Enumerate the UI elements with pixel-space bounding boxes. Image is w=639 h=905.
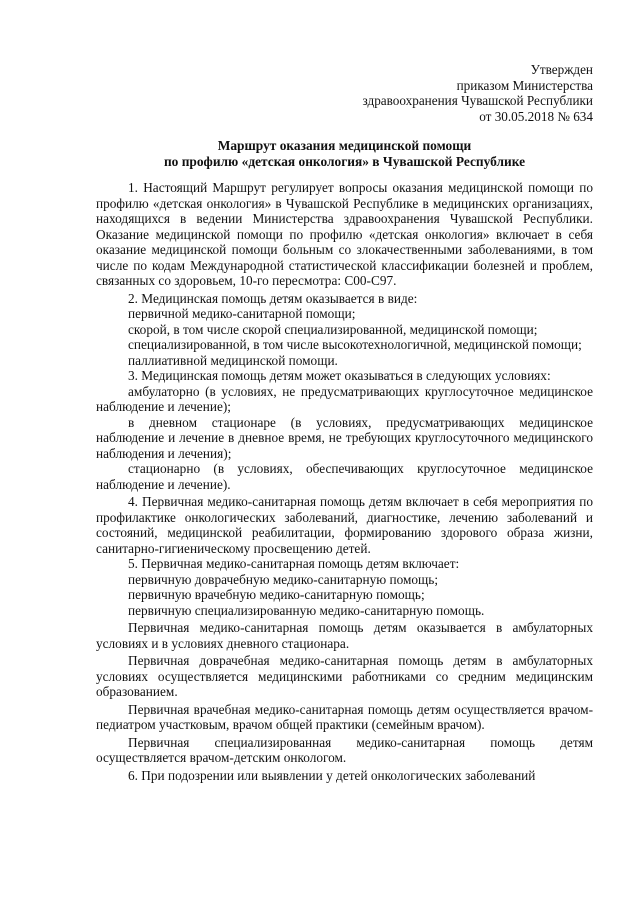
title-line: Маршрут оказания медицинской помощи (217, 138, 472, 153)
paragraph: скорой, в том числе скорой специализированной, медицинской помощи; (128, 321, 538, 337)
paragraph: 2. Медицинская помощь детям оказывается в виде: (128, 290, 418, 306)
paragraph: 1. Настоящий Маршрут регулирует вопросы оказания медицинской помощи по профилю «детская онкология» в Чувашской Республике в медицинских организациях, находящихся в ведении Министерства здравоохранения Чувашской Республики. Оказание медицинской помощи по профилю «детская онкология» включает в себя оказание медицинской помощи больным со злокачественными заболеваниями, в том числе по кодам Международной статистической классификации болезней и проблем, связанных со здоровьем, 10-го пересмотра: С00-С97. (96, 180, 593, 288)
approval-line: Утвержден (530, 62, 593, 77)
paragraph: в дневном стационаре (в условиях, предусматривающих медицинское наблюдение и лечение в дневное время, не требующих круглосуточного медицинского наблюдения и лечения); (96, 414, 593, 461)
paragraph: первичную врачебную медико-санитарную помощь; (128, 587, 425, 602)
paragraph: стационарно (в условиях, обеспечивающих круглосуточное медицинское наблюдение и лечение). (96, 461, 593, 492)
paragraph: 6. При подозрении или выявлении у детей онкологических заболеваний (128, 767, 536, 783)
paragraph: амбулаторно (в условиях, не предусматривающих круглосуточное медицинское наблюдение и лечение); (96, 383, 593, 414)
paragraph: 3. Медицинская помощь детям может оказываться в следующих условиях: (128, 368, 551, 383)
paragraph: 4. Первичная медико-санитарная помощь детям включает в себя мероприятия по профилактике онкологических заболеваний, диагностике, лечению заболеваний и состояний, медицинской реабилитации, формированию здорового образа жизни, санитарно-гигиеническому просвещению детей. (96, 494, 593, 556)
paragraph: 5. Первичная медико-санитарная помощь детям включает: (128, 556, 460, 571)
document-title (96, 138, 593, 170)
paragraph: Первичная врачебная медико-санитарная помощь детям осуществляется врачом-педиатром участковым, врачом общей практики (семейным врачом). (96, 701, 593, 732)
paragraph: первичную доврачебную медико-санитарную помощь; (128, 571, 439, 587)
paragraph: Первичная медико-санитарная помощь детям оказывается в амбулаторных условиях и в условиях дневного стационара. (96, 620, 593, 651)
paragraph: Первичная специализированная медико-санитарная помощь детям осуществляется врачом-детским онкологом. (96, 734, 593, 765)
title-line: по профилю «детская онкология» в Чувашской Республике (163, 154, 526, 169)
approval-line: здравоохранения Чувашской Республики (362, 93, 593, 109)
paragraph: Первичная доврачебная медико-санитарная помощь детям в амбулаторных условиях осуществляется медицинскими работниками со средним медицинским образованием. (96, 653, 593, 699)
approval-line: приказом Министерства (456, 77, 593, 93)
paragraph: паллиативной медицинской помощи. (128, 352, 338, 368)
paragraph: первичную специализированную медико-санитарную помощь. (128, 602, 485, 618)
approval-date: от 30.05.2018 № 634 (479, 108, 593, 124)
approval-block (363, 62, 593, 124)
paragraph: первичной медико-санитарной помощи; (128, 306, 356, 321)
document-body (96, 180, 593, 783)
paragraph: специализированной, в том числе высокотехнологичной, медицинской помощи; (128, 337, 582, 352)
